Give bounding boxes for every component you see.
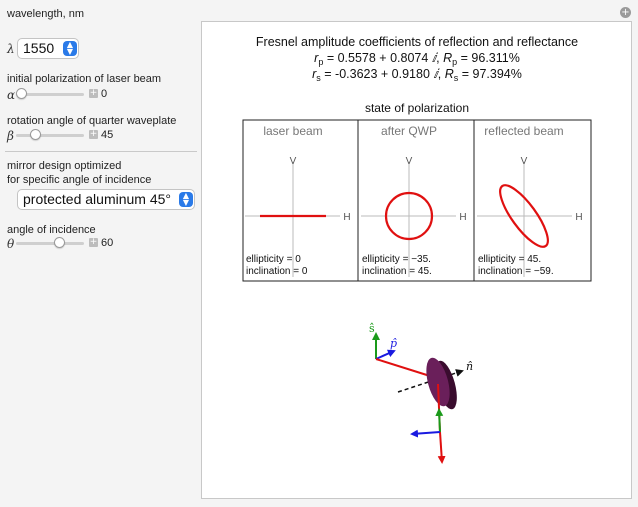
rp-symbol: r — [314, 51, 319, 65]
rs-symbol: r — [312, 67, 317, 81]
theta-slider-thumb[interactable] — [54, 237, 65, 248]
equals-sign: = — [522, 266, 534, 277]
axis-v-label: V — [289, 156, 297, 167]
s-vector-reflected — [439, 410, 440, 432]
alpha-label: initial polarization of laser beam — [7, 73, 162, 85]
alpha-slider-thumb[interactable] — [16, 88, 27, 99]
s-hat-label: ŝ — [369, 322, 375, 335]
mirror-design-select[interactable] — [17, 189, 195, 210]
lambda-symbol: λ — [7, 42, 15, 56]
panel-title-qwp: after QWP — [380, 124, 438, 138]
options-plus-icon[interactable]: + — [621, 7, 630, 18]
rp-value: = 0.5578 + 0.8074 — [323, 51, 432, 65]
rp-line — [314, 51, 520, 67]
panel-title-laser: laser beam — [263, 124, 323, 138]
wavelength-value: 1550 — [23, 40, 55, 56]
inclination-readout — [478, 266, 554, 277]
beta-label: rotation angle of quarter waveplate — [7, 115, 177, 127]
alpha-expand-icon[interactable]: + — [89, 88, 98, 98]
mirror-design-value: protected aluminum 45° — [23, 191, 172, 207]
ellipticity-readout — [362, 254, 431, 265]
rp-sub: p — [318, 57, 324, 67]
ellipticity-value: 45. — [527, 254, 542, 265]
equals-sign: = — [399, 254, 412, 265]
theta-label: angle of incidence — [7, 224, 96, 236]
rs-sep: , — [437, 67, 445, 81]
theta-slider-track[interactable] — [16, 242, 84, 245]
chevron-updown-icon: ▲ ▼ — [63, 41, 77, 56]
inclination-label: inclination — [362, 266, 407, 277]
ellipticity-value: 0 — [295, 254, 301, 265]
Rp-sub: p — [452, 57, 458, 67]
equals-sign: = — [406, 266, 418, 277]
axis-v-label: V — [520, 156, 528, 167]
equals-sign: = — [515, 254, 528, 265]
Rs-sub: s — [453, 73, 459, 83]
inclination-value: 0 — [301, 266, 308, 277]
ellipticity-label: ellipticity — [478, 254, 516, 265]
mirror-diagram — [369, 322, 473, 462]
polarization-title: state of polarization — [364, 101, 470, 115]
alpha-value: 0 — [101, 88, 108, 100]
beta-slider-track[interactable] — [16, 134, 84, 137]
rp-sep: , — [436, 51, 444, 65]
inclination-label: inclination — [478, 266, 523, 277]
axis-h-label: H — [575, 212, 583, 223]
rs-value: = -0.3623 + 0.9180 — [320, 67, 434, 81]
mirror-label-line2: for specific angle of incidence — [7, 174, 152, 186]
inclination-value: 45. — [417, 266, 432, 277]
inclination-readout — [246, 266, 308, 277]
ellipticity-readout — [478, 254, 541, 265]
theta-value: 60 — [101, 237, 114, 249]
axis-v-label: V — [405, 156, 413, 167]
axis-h-label: H — [459, 212, 467, 223]
fresnel-title: Fresnel amplitude coefficients of reflection and reflectance — [255, 35, 579, 49]
p-vector-reflected — [412, 432, 440, 434]
Rs-value: = 97.394% — [458, 67, 522, 81]
Rp-value: = 96.311% — [457, 51, 520, 65]
theta-expand-icon[interactable]: + — [89, 237, 98, 247]
mirror-label-line1: mirror design optimized — [7, 160, 122, 172]
Rs-symbol: R — [444, 67, 454, 81]
beta-value: 45 — [101, 129, 114, 141]
wavelength-select[interactable] — [17, 38, 79, 59]
panel-title-reflected: reflected beam — [484, 124, 564, 138]
rs-sub: s — [316, 73, 321, 83]
n-hat-label: n̂ — [466, 360, 474, 373]
divider — [5, 151, 197, 152]
beta-expand-icon[interactable]: + — [89, 129, 98, 139]
theta-symbol: θ — [7, 237, 15, 251]
reflected-beam-arrow — [440, 432, 442, 462]
inclination-value: −59. — [533, 266, 554, 277]
incident-beam — [376, 359, 430, 376]
ellipticity-value: −35. — [411, 254, 431, 265]
wavelength-label: wavelength, nm — [7, 8, 85, 20]
inclination-label: inclination — [246, 266, 291, 277]
axis-h-label: H — [343, 212, 351, 223]
p-hat-label: p̂ — [390, 337, 398, 350]
p-unit-vector — [376, 351, 394, 359]
rs-line — [312, 67, 522, 83]
ellipticity-label: ellipticity — [246, 254, 284, 265]
ellipticity-readout — [246, 254, 301, 265]
beta-slider-thumb[interactable] — [30, 129, 41, 140]
inclination-readout — [362, 266, 432, 277]
rs-imag: ⅈ — [433, 67, 438, 81]
equals-sign: = — [283, 254, 296, 265]
equals-sign: = — [290, 266, 302, 277]
rp-imag: ⅈ — [431, 51, 437, 65]
chevron-updown-icon: ▲ ▼ — [179, 192, 193, 207]
output-panel — [201, 21, 632, 499]
beta-symbol: β — [7, 129, 14, 143]
Rp-symbol: R — [443, 51, 453, 65]
ellipticity-label: ellipticity — [362, 254, 400, 265]
alpha-symbol: α — [7, 88, 16, 102]
